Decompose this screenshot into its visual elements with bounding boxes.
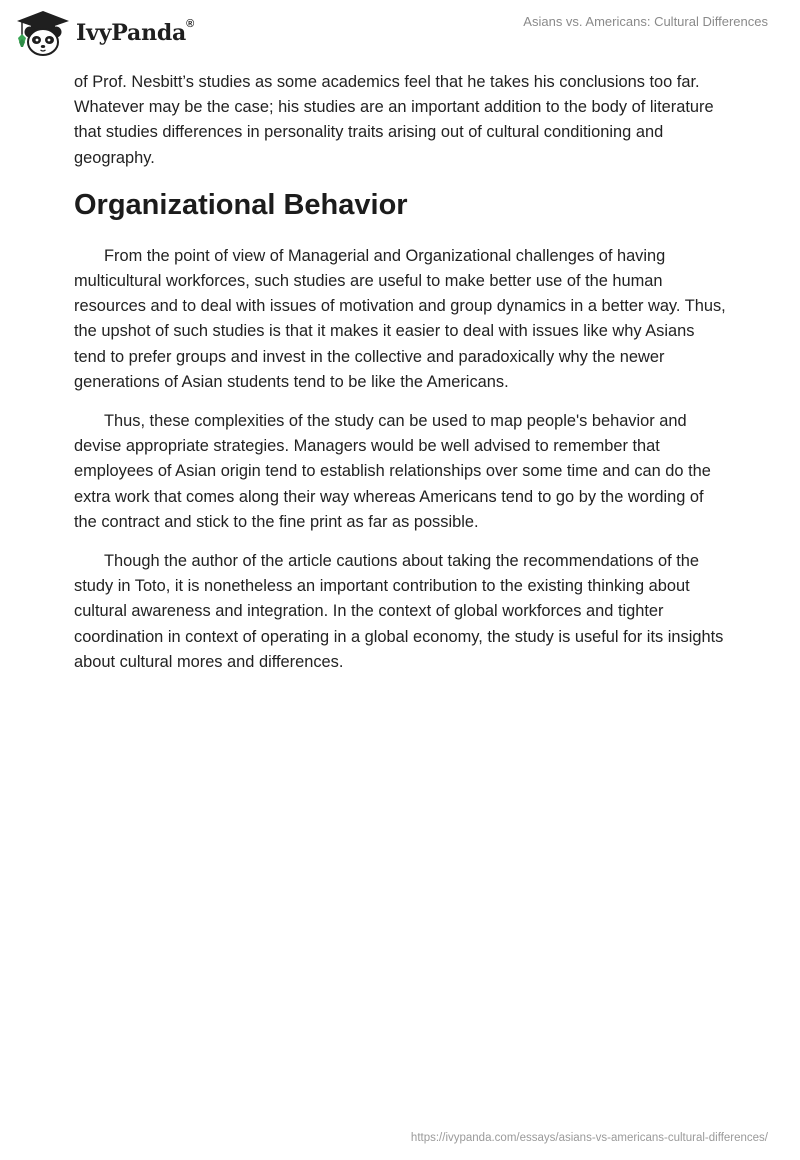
panda-graduate-icon [14, 8, 72, 58]
source-url[interactable]: https://ivypanda.com/essays/asians-vs-americans-cultural-differences/ [410, 1132, 768, 1144]
registered-mark: ® [186, 18, 195, 30]
intro-paragraph: of Prof. Nesbitt’s studies as some academics feel that he takes his conclusions too far. Whatever may be the case; his studies are an important addition to the body of literature that studies differences in personality traits arising out of cultural conditioning and geography. [74, 73, 714, 167]
body-paragraph: From the point of view of Managerial and Organizational challenges of having multicultural workforces, such studies are useful to make better use of the human resources and to deal with issues of motivation and group dynamics in a better way. Thus, the upshot of such studies is that it makes it easier to deal with issues like why Asians tend to prefer groups and invest in the collective and paradoxically why the newer generations of Asian students tend to be like the Americans. [74, 246, 726, 391]
body-paragraph: Thus, these complexities of the study can be used to map people's behavior and devise appropriate strategies. Managers would be well advised to remember that employees of Asian origin tend to establish relationships over some time and can do the extra work that comes along their way whereas Americans tend to go by the wording of the contract and stick to the fine print as far as possible. [74, 412, 711, 531]
page-header [0, 0, 800, 70]
ivypanda-logo[interactable] [14, 8, 194, 58]
brand-name: IvyPanda® [76, 18, 195, 46]
body-paragraph: Though the author of the article cautions about taking the recommendations of the study in Toto, it is nonetheless an important contribution to the existing thinking about cultural awareness and integration. In the context of global workforces and tighter coordination in context of operating in a global economy, the study is useful for its insights about cultural mores and differences. [74, 552, 724, 671]
document-title: Asians vs. Americans: Cultural Differences [523, 14, 768, 29]
essay-content [74, 70, 730, 689]
section-heading: Organizational Behavior [74, 188, 408, 221]
